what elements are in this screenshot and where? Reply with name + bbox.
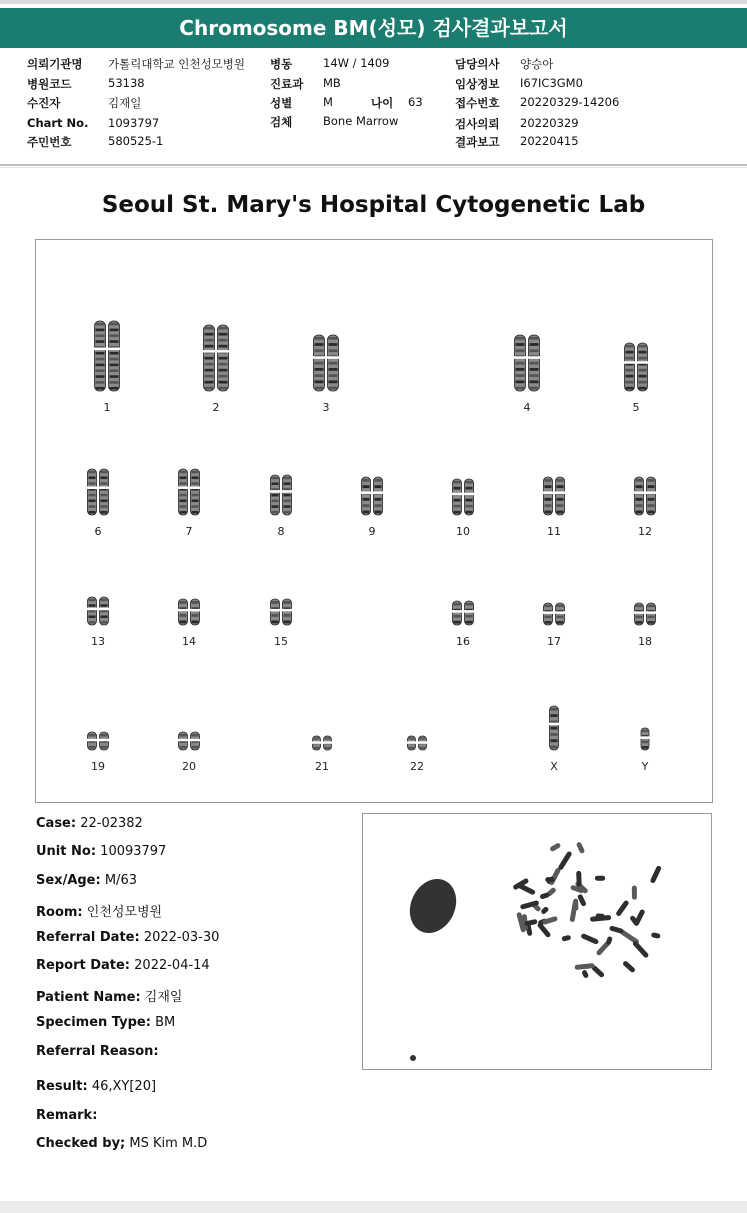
info-label: 의뢰기관명: [27, 57, 83, 71]
metaphase-chromosome: [545, 877, 554, 882]
chromosome-pair-7: [178, 469, 200, 515]
chromosome-label: 4: [523, 401, 531, 414]
chromosome-label: 7: [185, 525, 193, 538]
chromosome-pair-21: [312, 736, 332, 750]
debris-speck: [410, 1055, 416, 1061]
chromosome-label: 8: [277, 525, 285, 538]
case-value: 10093797: [100, 844, 167, 859]
info-value: 20220415: [520, 134, 579, 148]
chromosome-pair-18: [634, 603, 656, 625]
metaphase-chromosome: [581, 969, 589, 978]
info-label: 진료과: [270, 77, 304, 91]
info-label: 수진자: [27, 96, 61, 110]
case-value: BM: [155, 1015, 176, 1030]
metaphase-chromosome: [576, 871, 582, 887]
report-header: [0, 8, 747, 48]
metaphase-chromosome: [650, 865, 662, 884]
info-value: Bone Marrow: [323, 114, 399, 128]
info-value: M: [323, 95, 333, 109]
chromosome-pair-16: [452, 601, 474, 625]
info-label: 담당의사: [455, 57, 500, 71]
metaphase-chromosome: [569, 900, 578, 922]
chromosome-pair-4: [514, 335, 540, 391]
case-value: MS Kim M.D: [129, 1136, 208, 1151]
header-divider-shadow: [0, 167, 747, 168]
case-label: Case:: [36, 816, 77, 831]
chromosome-pair-13: [87, 597, 109, 625]
interphase-nucleus: [401, 871, 465, 940]
chromosome-pair-9: [361, 477, 383, 515]
case-row: [36, 958, 210, 973]
info-value: 63: [408, 95, 423, 109]
info-value: I67IC3GM0: [520, 76, 583, 90]
metaphase-chromosome: [542, 916, 558, 925]
case-value: 김재일: [144, 990, 183, 1005]
info-value: 20220329: [520, 116, 579, 130]
top-bar: [0, 0, 747, 4]
metaphase-chromosome: [632, 940, 650, 959]
chromosome-label: 16: [456, 635, 470, 648]
case-label: Room:: [36, 905, 83, 920]
chromosome-label: 18: [638, 635, 652, 648]
case-value: 2022-03-30: [143, 930, 220, 945]
metaphase-chromosome: [549, 842, 561, 852]
chromosome-label: 10: [456, 525, 470, 538]
chromosome-label: 6: [94, 525, 102, 538]
info-value: 14W / 1409: [323, 56, 390, 70]
metaphase-chromosome: [557, 851, 572, 871]
chromosome-pair-22: [407, 736, 427, 750]
metaphase-chromosome: [574, 963, 594, 970]
metaphase-chromosome: [580, 933, 599, 945]
info-value: 김재일: [108, 96, 142, 110]
metaphase-chromosome: [609, 925, 624, 934]
metaphase-chromosome: [632, 885, 637, 899]
info-label: 성별: [270, 96, 293, 110]
case-label: Checked by;: [36, 1136, 126, 1151]
karyotype-image: [36, 240, 712, 802]
info-label: 병동: [270, 57, 293, 71]
case-label: Referral Date:: [36, 930, 140, 945]
case-label: Report Date:: [36, 958, 131, 973]
chromosome-pair-11: [543, 477, 565, 515]
metaphase-image: [363, 814, 711, 1069]
chromosome-pair-8: [270, 475, 292, 515]
metaphase-chromosome: [595, 876, 605, 881]
case-label: Sex/Age:: [36, 873, 101, 888]
case-value: M/63: [104, 873, 137, 888]
patient-info-block: [0, 54, 747, 164]
metaphase-chromosome: [577, 894, 587, 907]
info-value: 580525-1: [108, 134, 164, 148]
case-row: [36, 930, 219, 945]
karyotype-panel: [35, 239, 713, 803]
case-value: 22-02382: [80, 816, 143, 831]
chromosome-pair-14: [178, 599, 200, 625]
case-row: [36, 1136, 207, 1151]
case-value: 46,XY[20]: [91, 1079, 157, 1094]
lab-title: Seoul St. Mary's Hospital Cytogenetic Lab: [101, 192, 646, 218]
info-label: 주민번호: [27, 135, 72, 149]
chromosome-label: 13: [91, 635, 105, 648]
info-value: 1093797: [108, 116, 160, 130]
case-row: [36, 1108, 97, 1123]
info-value: MB: [323, 76, 341, 90]
chromosome-label: 20: [182, 760, 196, 773]
case-label: Referral Reason:: [36, 1044, 159, 1059]
info-value: 53138: [108, 76, 145, 90]
chromosome-pair-X: [549, 706, 559, 750]
case-label: Remark:: [36, 1108, 98, 1123]
info-label: 접수번호: [455, 96, 500, 110]
info-value: 양승아: [520, 57, 554, 71]
chromosome-label: 11: [547, 525, 561, 538]
metaphase-chromosome: [622, 960, 636, 973]
info-label: 결과보고: [455, 135, 500, 149]
info-label: 검체: [270, 115, 293, 129]
case-value: 인천성모병원: [86, 905, 163, 920]
case-row: [36, 816, 143, 831]
chromosome-pair-5: [624, 343, 648, 391]
chromosome-label: 2: [212, 401, 220, 414]
chromosome-label: 1: [103, 401, 111, 414]
chromosome-pair-3: [313, 335, 339, 391]
metaphase-chromosome: [548, 867, 561, 886]
info-label: 나이: [371, 96, 394, 110]
case-row: [36, 1079, 156, 1094]
info-value: 가톨릭대학교 인천성모병원: [108, 57, 245, 71]
chromosome-pair-6: [87, 469, 109, 515]
metaphase-chromosome: [651, 932, 661, 939]
metaphase-chromosome: [561, 935, 571, 942]
chromosome-pair-20: [178, 732, 200, 750]
chromosome-label: 12: [638, 525, 652, 538]
chromosome-pair-15: [270, 599, 292, 625]
case-row: [36, 844, 166, 859]
info-value: 20220329-14206: [520, 95, 620, 109]
case-label: Specimen Type:: [36, 1015, 151, 1030]
case-label: Unit No:: [36, 844, 97, 859]
case-row: [36, 986, 182, 1005]
info-label: 임상정보: [455, 77, 500, 91]
chromosome-label: 5: [632, 401, 640, 414]
chromosome-label: 9: [368, 525, 376, 538]
info-label: Chart No.: [27, 116, 89, 130]
case-label: Result:: [36, 1079, 88, 1094]
chromosome-pair-1: [94, 321, 120, 391]
metaphase-chromosome: [595, 913, 604, 919]
chromosome-label: X: [550, 760, 558, 773]
chromosome-pair-10: [452, 479, 474, 515]
case-value: 2022-04-14: [134, 958, 210, 973]
case-row: [36, 1044, 159, 1059]
chromosome-label: 21: [315, 760, 329, 773]
chromosome-label: 17: [547, 635, 561, 648]
chromosome-label: Y: [641, 760, 649, 773]
bottom-bar: [0, 1201, 747, 1213]
case-row: [36, 901, 162, 920]
case-label: Patient Name:: [36, 990, 141, 1005]
case-row: [36, 873, 137, 888]
metaphase-chromosome: [540, 906, 549, 915]
chromosome-pair-Y: [641, 728, 650, 750]
chromosome-label: 3: [322, 401, 330, 414]
metaphase-chromosome: [576, 841, 586, 854]
metaphase-chromosome: [615, 900, 629, 917]
chromosome-pair-17: [543, 603, 565, 625]
header-divider: [0, 164, 747, 166]
info-label: 병원코드: [27, 77, 72, 91]
info-label: 검사의뢰: [455, 117, 500, 131]
chromosome-pair-12: [634, 477, 656, 515]
chromosome-label: 22: [410, 760, 424, 773]
chromosome-label: 15: [274, 635, 288, 648]
case-row: [36, 1015, 175, 1030]
metaphase-panel: [362, 813, 712, 1070]
chromosome-label: 14: [182, 635, 196, 648]
report-title: Chromosome BM(성모) 검사결과보고서: [179, 16, 568, 40]
chromosome-label: 19: [91, 760, 105, 773]
chromosome-pair-2: [203, 325, 229, 391]
chromosome-pair-19: [87, 732, 109, 750]
